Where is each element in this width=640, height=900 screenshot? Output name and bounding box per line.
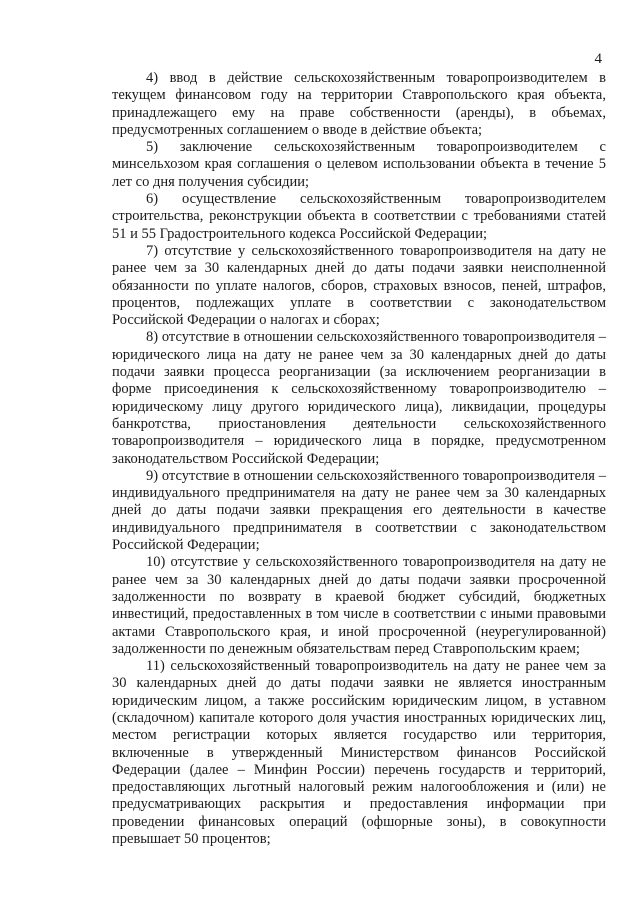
page-number: 4 — [594, 51, 602, 67]
paragraph-item-5: 5) заключение сельскохозяйственным товаропроизводителем с минсельхозом края соглашения о целевом использовании объекта в течение 5 лет со дня получения субсидии; — [112, 139, 606, 190]
paragraph-item-6: 6) осуществление сельскохозяйственным товаропроизводителем строительства, реконструкции объекта в соответствии с требованиями статей 51 и 55 Градостроительного кодекса Российской Федерации; — [112, 191, 606, 242]
paragraph-item-7: 7) отсутствие у сельскохозяйственного товаропроизводителя на дату не ранее чем за 30 календарных дней до даты подачи заявки неисполненной обязанности по уплате налогов, сборов, страховых взносов, пеней, штрафов, процентов, подлежащих уплате в соответствии с законодательством Российской Федерации о налогах и сборах; — [112, 242, 606, 329]
paragraph-item-8: 8) отсутствие в отношении сельскохозяйственного товаропроизводителя – юридического лица на дату не ранее чем за 30 календарных дней до даты подачи заявки процесса реорганизации (за исключением реорганизации в форме присоединения к сельскохозяйственному товаропроизводителю – юридическому лицу другого юридического лица), ликвидации, процедуры банкротства, приостановления деятельности сельскохозяйственного товаропроизводителя – юридического лица в порядке, предусмотренном законодательством Российской Федерации; — [112, 329, 606, 467]
document-body — [112, 70, 606, 848]
paragraph-item-9: 9) отсутствие в отношении сельскохозяйственного товаропроизводителя – индивидуального предпринимателя на дату не ранее чем за 30 календарных дней до даты подачи заявки прекращения его деятельности в качестве индивидуального предпринимателя в соответствии с законодательством Российской Федерации; — [112, 467, 606, 554]
paragraph-item-4: 4) ввод в действие сельскохозяйственным товаропроизводителем в текущем финансовом году на территории Ставропольского края объекта, принадлежащего ему на праве собственности (аренды), в объемах, предусмотренных соглашением о вводе в действие объекта; — [112, 70, 606, 138]
paragraph-item-11: 11) сельскохозяйственный товаропроизводитель на дату не ранее чем за 30 календарных дней до даты подачи заявки не является иностранным юридическим лицом, а также российским юридическим лицом, в уставном (складочном) капитале которого доля участия иностранных юридических лиц, местом регистрации которых является государство или территория, включенные в утвержденный Министерством финансов Российской Федерации (далее – Минфин России) перечень государств и территорий, предоставляющих льготный налоговый режим налогообложения и (или) не предусматривающих раскрытия и предоставления информации при проведении финансовых операций (офшорные зоны), в совокупности превышает 50 процентов; — [112, 658, 606, 848]
paragraph-item-10: 10) отсутствие у сельскохозяйственного товаропроизводителя на дату не ранее чем за 30 календарных дней до даты подачи заявки просроченной задолженности по возврату в краевой бюджет субсидий, бюджетных инвестиций, предоставленных в том числе в соответствии с иными правовыми актами Ставропольского края, и иной просроченной (неурегулированной) задолженности по денежным обязательствам перед Ставропольским краем; — [112, 554, 606, 657]
